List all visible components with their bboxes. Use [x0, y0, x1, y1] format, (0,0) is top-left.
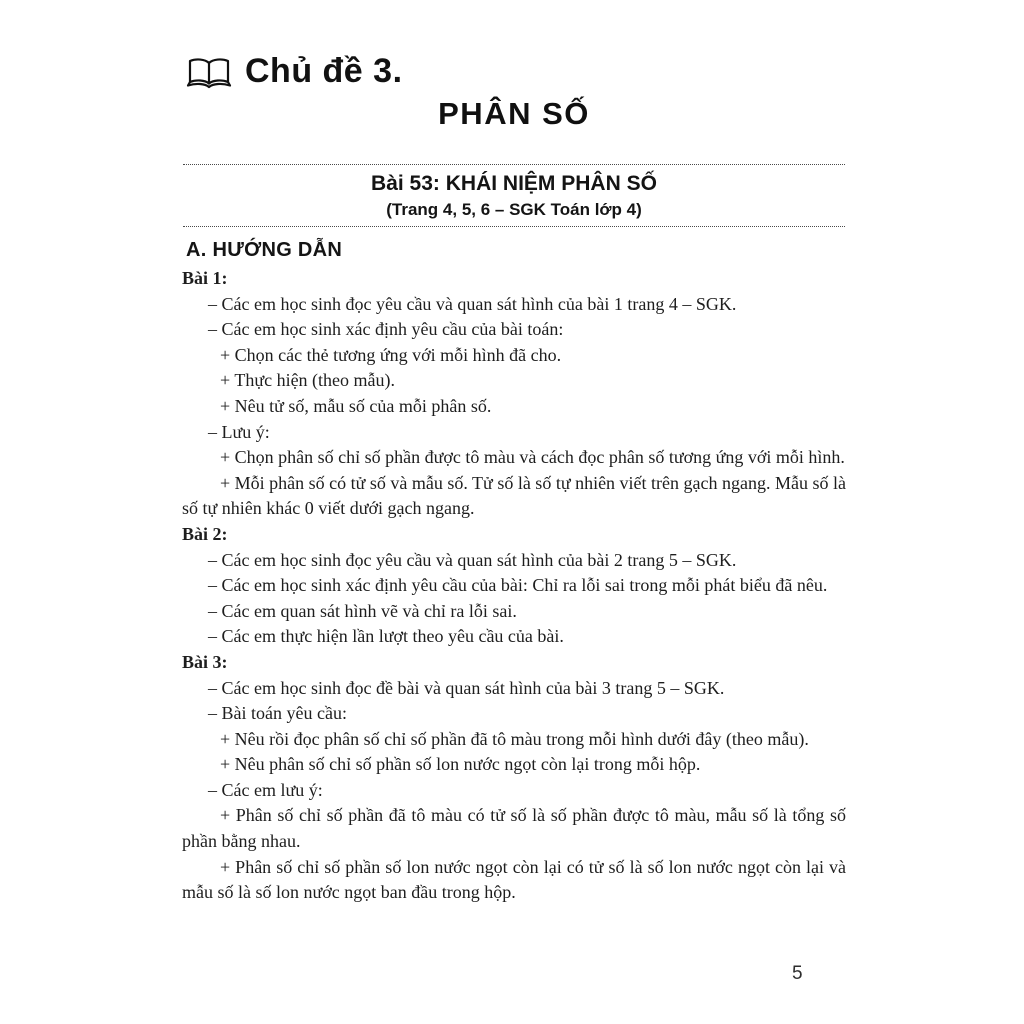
guide-content [182, 266, 846, 906]
open-book-icon [186, 56, 232, 90]
guide-line: – Các em học sinh đọc yêu cầu và quan sát hình của bài 1 trang 4 – SGK. [208, 293, 737, 314]
guide-line: – Các em học sinh đọc đề bài và quan sát hình của bài 3 trang 5 – SGK. [208, 677, 725, 698]
exercise-label: Bài 1: [182, 268, 228, 288]
lesson-title: Bài 53: KHÁI NIỆM PHÂN SỐ [371, 172, 657, 195]
lesson-heading-box [183, 164, 845, 227]
guide-line: + Nêu phân số chỉ số phần số lon nước ngọt còn lại trong mỗi hộp. [220, 754, 701, 775]
section-heading: A. HƯỚNG DẪN [186, 239, 343, 261]
page-number: 5 [792, 963, 803, 984]
guide-line: + Nêu tử số, mẫu số của mỗi phân số. [220, 395, 492, 416]
exercise-label: Bài 3: [182, 651, 228, 672]
chapter-label: Chủ đề 3. [245, 52, 403, 90]
guide-line: – Các em quan sát hình vẽ và chỉ ra lỗi sai. [208, 600, 517, 621]
page-title: PHÂN SỐ [438, 96, 590, 131]
guide-line: – Bài toán yêu cầu: [208, 703, 347, 724]
guide-line: – Các em học sinh đọc yêu cầu và quan sát hình của bài 2 trang 5 – SGK. [208, 549, 737, 570]
guide-line: + Mỗi phân số có tử số và mẫu số. Tử số là số tự nhiên viết trên gạch ngang. Mẫu số là số tự nhiên khác 0 viết dưới gạch ngang. [182, 472, 846, 519]
guide-line: + Phân số chỉ số phần đã tô màu có tử số là số phần được tô màu, mẫu số là tổng số phần bằng nhau. [182, 805, 846, 852]
guide-line: – Các em thực hiện lần lượt theo yêu cầu của bài. [208, 626, 564, 647]
lesson-subtitle: (Trang 4, 5, 6 – SGK Toán lớp 4) [386, 200, 642, 219]
guide-line: – Các em học sinh xác định yêu cầu của bài toán: [208, 319, 564, 340]
chapter-header [186, 52, 403, 91]
guide-line: + Chọn các thẻ tương ứng với mỗi hình đã cho. [220, 344, 562, 365]
guide-line: + Chọn phân số chỉ số phần được tô màu và cách đọc phân số tương ứng với mỗi hình. [220, 447, 845, 468]
guide-line: – Các em lưu ý: [208, 779, 323, 800]
guide-line: – Lưu ý: [208, 421, 270, 442]
guide-line: – Các em học sinh xác định yêu cầu của bài: Chỉ ra lỗi sai trong mỗi phát biểu đã nêu. [208, 575, 828, 596]
guide-line: + Phân số chỉ số phần số lon nước ngọt còn lại có tử số là số lon nước ngọt còn lại và mẫu số là số lon nước ngọt ban đầu trong hộp. [182, 856, 846, 903]
guide-line: + Thực hiện (theo mẫu). [220, 370, 396, 391]
exercise-label: Bài 2: [182, 523, 228, 544]
guide-line: + Nêu rồi đọc phân số chỉ số phần đã tô màu trong mỗi hình dưới đây (theo mẫu). [220, 728, 809, 749]
